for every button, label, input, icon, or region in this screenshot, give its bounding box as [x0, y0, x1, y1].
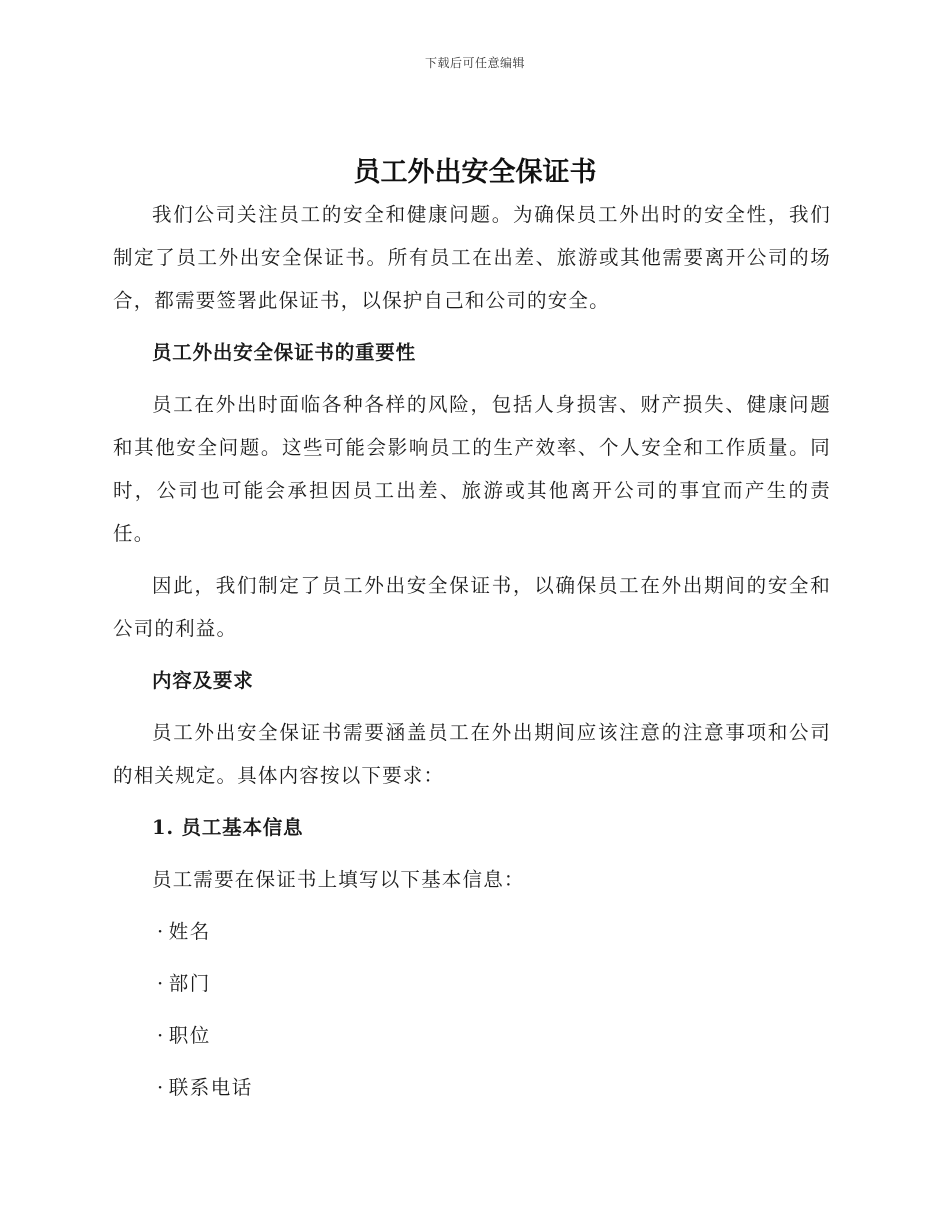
- importance-heading: 员工外出安全保证书的重要性: [152, 341, 416, 364]
- bullet-icon: ·: [157, 972, 165, 995]
- importance-paragraph-2: 因此，我们制定了员工外出安全保证书，以确保员工在外出期间的安全和公司的利益。: [113, 574, 831, 640]
- page-header-note: 下载后可任意编辑: [424, 56, 525, 70]
- list-item-text: 部门: [168, 972, 211, 995]
- bullet-icon: ·: [157, 920, 165, 943]
- list-item: [113, 962, 831, 1005]
- requirements-paragraph: 员工外出安全保证书需要涵盖员工在外出期间应该注意的注意事项和公司的相关规定。具体内容按以下要求：: [113, 721, 831, 787]
- list-item: [113, 1066, 831, 1109]
- list-item: [113, 910, 831, 953]
- list-item-text: 联系电话: [168, 1076, 253, 1099]
- basic-info-heading: 1. 员工基本信息: [152, 816, 304, 839]
- bullet-icon: ·: [157, 1076, 165, 1099]
- basic-info-paragraph: 员工需要在保证书上填写以下基本信息：: [152, 868, 525, 891]
- importance-paragraph-1: 员工在外出时面临各种各样的风险，包括人身损害、财产损失、健康问题和其他安全问题。这些可能会影响员工的生产效率、个人安全和工作质量。同时，公司也可能会承担因员工出差、旅游或其他离开公司的事宜而产生的责任。: [113, 393, 831, 545]
- list-item: [113, 1014, 831, 1057]
- intro-paragraph: 我们公司关注员工的安全和健康问题。为确保员工外出时的安全性，我们制定了员工外出安全保证书。所有员工在出差、旅游或其他需要离开公司的场合，都需要签署此保证书，以保护自己和公司的安全。: [113, 203, 831, 312]
- document-body: [113, 193, 831, 1118]
- requirements-heading: 内容及要求: [152, 669, 254, 692]
- basic-info-list: [113, 910, 831, 1109]
- document-title: 员工外出安全保证书: [353, 157, 597, 188]
- bullet-icon: ·: [157, 1024, 165, 1047]
- list-item-text: 职位: [168, 1024, 211, 1047]
- list-item-text: 姓名: [168, 920, 211, 943]
